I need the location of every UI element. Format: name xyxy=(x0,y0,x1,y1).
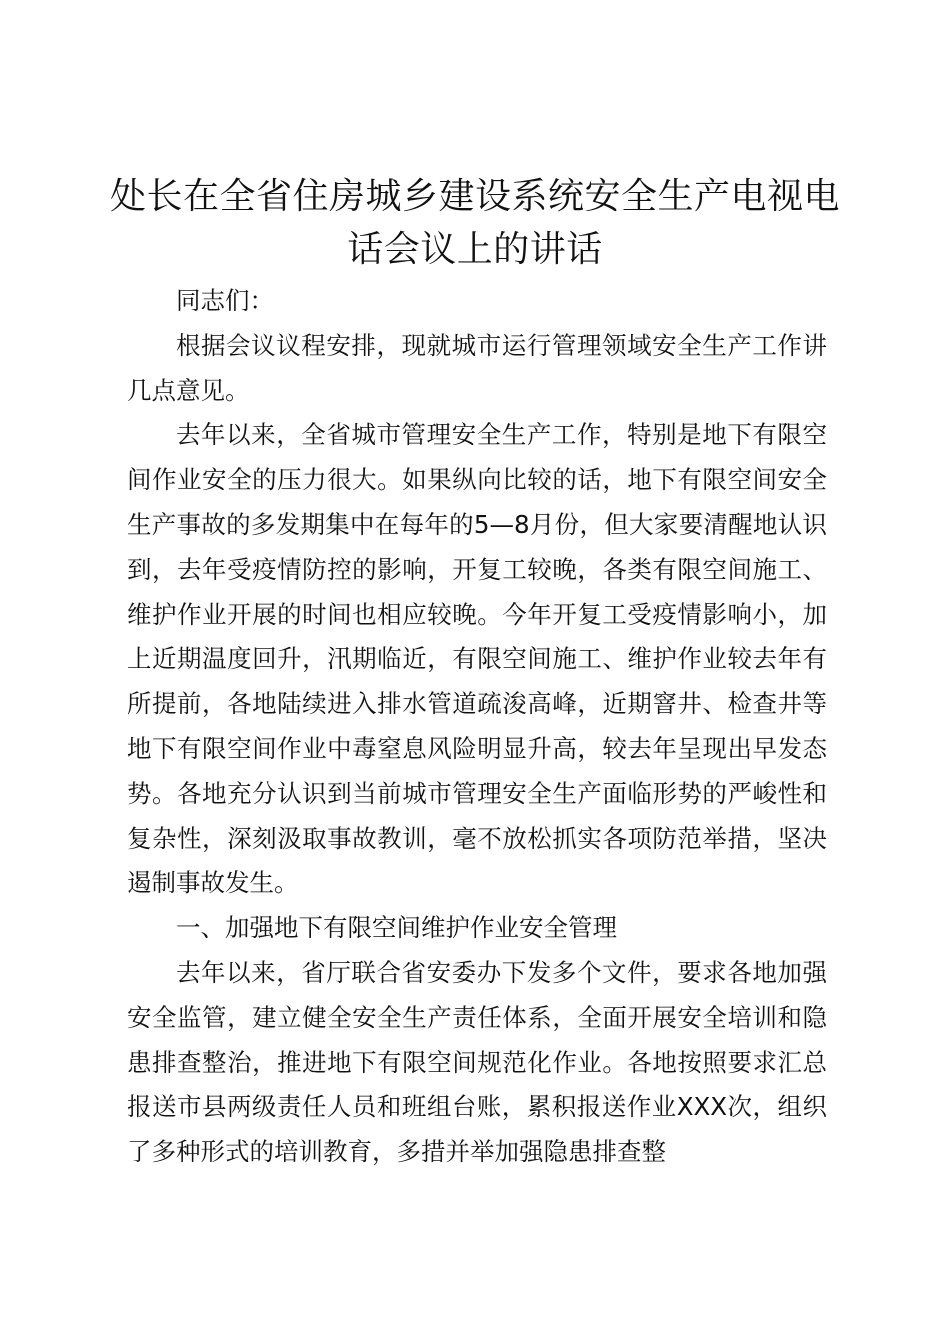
section-1-paragraph: 去年以来，省厅联合省安委办下发多个文件，要求各地加强安全监管，建立健全安全生产责任体系，全面开展安全培训和隐患排查整治，推进地下有限空间规范化作业。各地按照要求汇总报送市县两级责任人员和班组台账，累积报送作业XXX次，组织了多种形式的培训教育，多措并举加强隐患排查整 xyxy=(127,957,827,1167)
salutation-paragraph: 同志们： xyxy=(176,286,274,315)
intro-paragraph: 根据会议议程安排，现就城市运行管理领域安全生产工作讲几点意见。 xyxy=(127,330,827,405)
document-body xyxy=(127,279,827,1175)
document-title: 处长在全省住房城乡建设系统安全生产电视电话会议上的讲话 xyxy=(110,176,841,270)
situation-paragraph: 去年以来，全省城市管理安全生产工作，特别是地下有限空间作业安全的压力很大。如果纵向比较的话，地下有限空间安全生产事故的多发期集中在每年的5—8月份，但大家要清醒地认识到，去年受疫情防控的影响，开复工较晚，各类有限空间施工、维护作业开展的时间也相应较晚。今年开复工受疫情影响小，加上近期温度回升，汛期临近，有限空间施工、维护作业较去年有所提前，各地陆续进入排水管道疏浚高峰，近期窨井、检查井等地下有限空间作业中毒窒息风险明显升高，较去年呈现出早发态势。各地充分认识到当前城市管理安全生产面临形势的严峻性和复杂性，深刻汲取事故教训，毫不放松抓实各项防范举措，坚决遏制事故发生。 xyxy=(127,420,827,898)
section-heading-1: 一、加强地下有限空间维护作业安全管理 xyxy=(176,913,617,943)
